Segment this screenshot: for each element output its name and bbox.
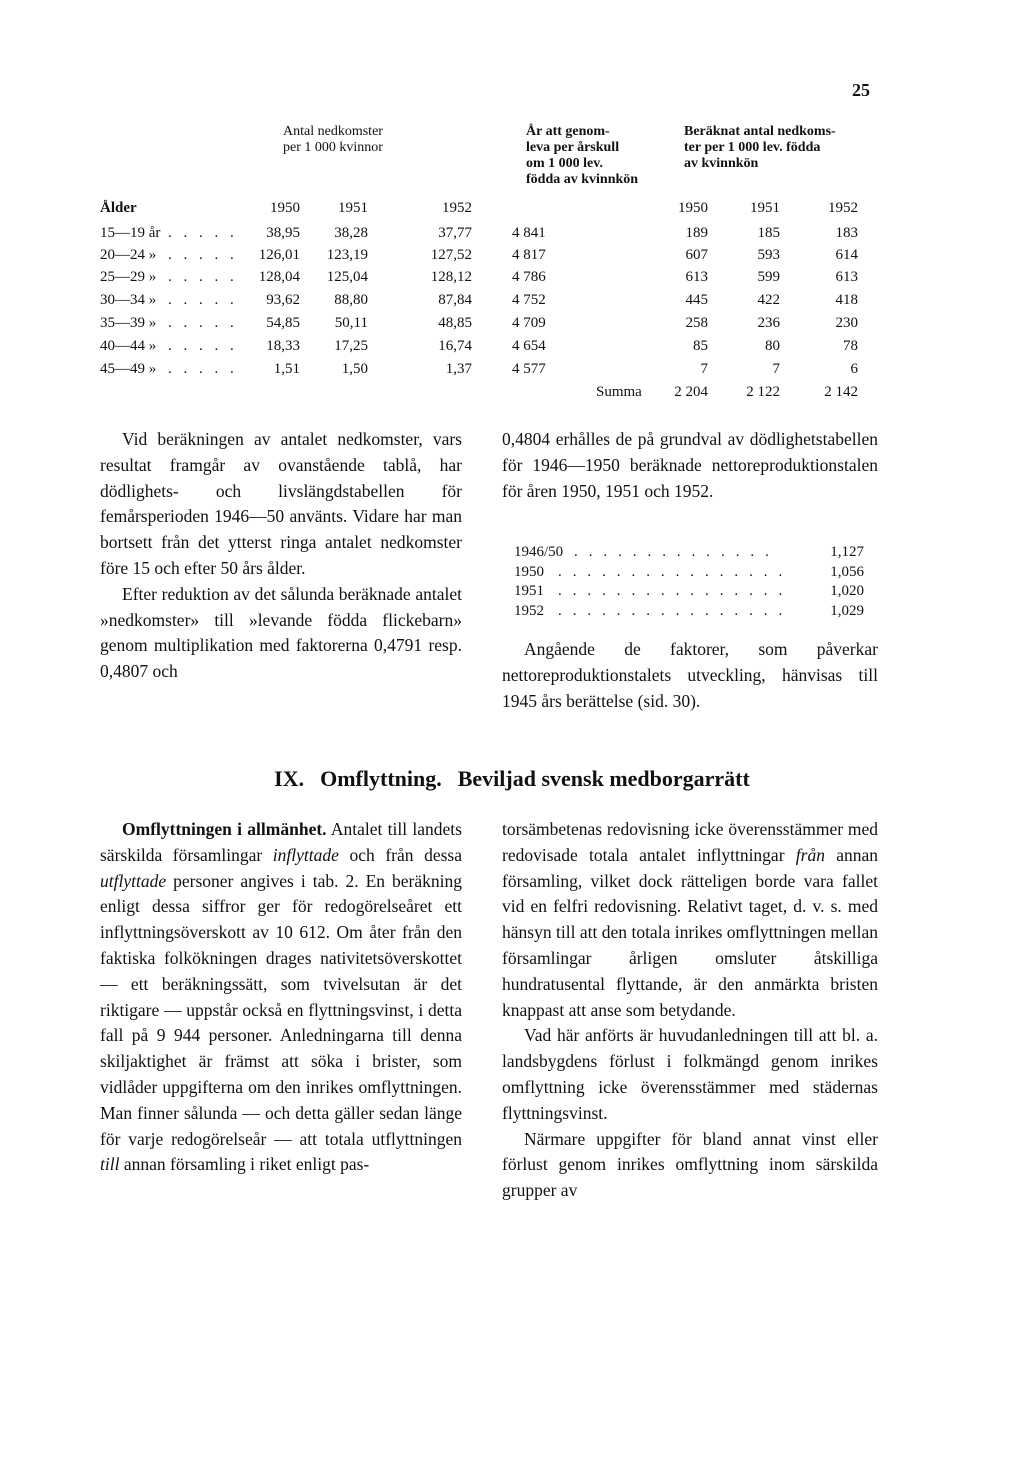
computed-1951-cell: 422	[757, 292, 780, 308]
age-cell: 25—29 »	[100, 269, 157, 285]
years-cell: 4 654	[512, 338, 546, 354]
chapter-heading	[0, 766, 1024, 792]
births-1950-cell: 126,01	[258, 247, 300, 263]
list-item: 1952 . . . . . . . . . . . . . . . . 1,029	[514, 602, 864, 619]
births-1950-cell: 1,51	[273, 361, 300, 377]
year-header: 1951	[750, 200, 780, 216]
computed-1951-cell: 236	[757, 315, 780, 331]
sum-label: Summa	[596, 384, 642, 400]
births-1950-cell: 93,62	[266, 292, 300, 308]
births-1951-cell: 88,80	[334, 292, 368, 308]
chapter-title-b: Beviljad svensk medborgarrätt	[457, 766, 750, 791]
computed-1950-cell: 7	[700, 361, 708, 377]
year-header: 1952	[442, 200, 472, 216]
computed-1951-cell: 593	[757, 247, 780, 263]
left-column-text	[100, 427, 462, 685]
paragraph: Angående de faktorer, som påverkar nettoreproduktionstalets utveckling, hänvisas till 1945 års berättelse (sid. 30).	[502, 639, 878, 711]
births-1951-cell: 125,04	[326, 269, 368, 285]
age-column-header: Ålder	[100, 200, 137, 216]
paragraph: Omflyttningen i allmänhet. Antalet till landets särskilda församlingar inflyttade och från dessa utflyttade personer angives i tab. 2. En beräkning enligt dessa siffror ger för redogörelseåret ett inflyttningsöverskott av 10 612. Om åter från den faktiska folkökningen drages nativitetsöverskottet — ett beräkningssätt, som tvivelsutan är det riktigare — uppstår också en flyttningsvinst, i detta fall på 9 944 personer. Anledningarna till denna skiljaktighet är främst att söka i brister, som vidlåder uppgifterna om den inrikes omflyttningen. Man finner sålunda — och detta gäller sedan länge för varje redogörelseår — att totala utflyttningen till annan församling i riket enligt pas-	[100, 819, 463, 1175]
left-column-section-text	[100, 817, 462, 1178]
years-cell: 4 577	[512, 361, 546, 377]
births-1951-cell: 17,25	[334, 338, 368, 354]
computed-1951-cell: 599	[757, 269, 780, 285]
years-cell: 4 841	[512, 225, 546, 241]
year-header: 1951	[338, 200, 368, 216]
table-row: 15—19 år . . . . . 38,95 38,28 37,77 4 841 189 185 183	[100, 225, 858, 241]
paragraph: Vad här anförts är huvudanledningen till att bl. a. landsbygdens förlust i folkmängd genom inrikes omflyttning icke överensstämmer med städernas flyttningsvinst.	[502, 1025, 878, 1123]
table-row: 25—29 » . . . . . 128,04 125,04 128,12 4 786 613 599 613	[100, 269, 858, 285]
table-row: 20—24 » . . . . . 126,01 123,19 127,52 4 817 607 593 614	[100, 247, 858, 263]
table-header-years-to-live: År att genom- leva per årskull om 1 000 lev. födda av kvinnkön	[526, 124, 639, 187]
page-number: 25	[852, 80, 870, 100]
table-sum-row	[0, 384, 1024, 406]
births-1950-cell: 128,04	[258, 269, 300, 285]
net-reproduction-table	[514, 543, 864, 621]
age-cell: 20—24 »	[100, 247, 157, 263]
computed-1950-cell: 189	[685, 225, 708, 241]
computed-1950-cell: 607	[685, 247, 708, 263]
paragraph: Vid beräkningen av antalet nedkomster, vars resultat framgår av ovanstående tablå, har dödlighets- och livslängdstabellen för femårsperioden 1946—50 använts. Vidare har man bortsett från det ytterst ringa antalet nedkomster före 15 och efter 50 års ålder.	[100, 429, 462, 578]
list-item: 1951 . . . . . . . . . . . . . . . . 1,020	[514, 583, 864, 599]
right-column-text-2	[502, 637, 878, 714]
paragraph: torsämbetenas redovisning icke överensstämmer med redovisade totala antalet inflyttningar från annan församling, vilket dock rätteligen borde vara fallet vid en felfri redovisning. Relativt taget, d. v. s. med hänsyn till att den totala inrikes omflyttningen mellan församlingar årligen omsluter åtskilliga hundratusental flyttande, är den anmärkta bristen knappast att anse som betydande.	[502, 819, 879, 1020]
births-1951-cell: 38,28	[334, 225, 368, 241]
births-1952-cell: 1,37	[445, 361, 472, 377]
right-column-section-text	[502, 817, 878, 1204]
births-1952-cell: 37,77	[438, 225, 472, 241]
computed-1952-cell: 230	[835, 315, 858, 331]
computed-1950-cell: 613	[685, 269, 708, 285]
computed-1951-cell: 185	[757, 225, 780, 241]
table-row: 35—39 » . . . . . 54,85 50,11 48,85 4 709 258 236 230	[100, 315, 858, 331]
sum-1952-cell: 2 142	[824, 384, 858, 400]
births-1951-cell: 1,50	[341, 361, 368, 377]
years-cell: 4 786	[512, 269, 546, 285]
table-year-header-row	[0, 200, 1024, 222]
list-item: 1946/50 . . . . . . . . . . . . . . 1,127	[514, 544, 864, 560]
births-1950-cell: 18,33	[266, 338, 300, 354]
births-1952-cell: 128,12	[430, 269, 472, 285]
births-1952-cell: 87,84	[438, 292, 472, 308]
chapter-title-a: Omflyttning.	[320, 766, 442, 791]
section-heading: Omflyttningen i allmänhet.	[122, 819, 327, 839]
sum-1950-cell: 2 204	[674, 384, 708, 400]
year-header: 1950	[270, 200, 300, 216]
table-row: 40—44 » . . . . . 18,33 17,25 16,74 4 654 85 80 78	[100, 338, 858, 354]
years-cell: 4 752	[512, 292, 546, 308]
computed-1952-cell: 418	[835, 292, 858, 308]
computed-1952-cell: 614	[835, 247, 858, 263]
table-row: 45—49 » . . . . . 1,51 1,50 1,37 4 577 7 7 6	[100, 361, 858, 377]
age-cell: 40—44 »	[100, 338, 157, 354]
computed-1951-cell: 80	[765, 338, 780, 354]
age-cell: 30—34 »	[100, 292, 157, 308]
computed-1950-cell: 445	[685, 292, 708, 308]
paragraph: Närmare uppgifter för bland annat vinst eller förlust genom inrikes omflyttning inom särskilda grupper av	[502, 1128, 878, 1201]
sum-1951-cell: 2 122	[746, 384, 780, 400]
births-1951-cell: 50,11	[334, 315, 368, 331]
table-header-births: Antal nedkomster per 1 000 kvinnor	[283, 124, 383, 155]
births-1950-cell: 38,95	[266, 225, 300, 241]
chapter-number: IX.	[274, 766, 305, 791]
paragraph: 0,4804 erhålles de på grundval av dödlighetstabellen för 1946—1950 beräknade nettoreproduktionstalen för åren 1950, 1951 och 1952.	[502, 429, 878, 501]
paragraph: Efter reduktion av det sålunda beräknade antalet »nedkomster» till »levande födda flickebarn» genom multiplikation med faktorerna 0,4791 resp. 0,4807 och	[100, 583, 462, 682]
births-1951-cell: 123,19	[326, 247, 368, 263]
births-1950-cell: 54,85	[266, 315, 300, 331]
year-header: 1952	[828, 200, 858, 216]
right-column-text	[502, 427, 878, 504]
computed-1952-cell: 78	[843, 338, 858, 354]
computed-1951-cell: 7	[772, 361, 780, 377]
age-cell: 45—49 »	[100, 361, 157, 377]
computed-1950-cell: 258	[685, 315, 708, 331]
age-cell: 35—39 »	[100, 315, 157, 331]
computed-1952-cell: 6	[850, 361, 858, 377]
table-header-computed: Beräknat antal nedkoms- ter per 1 000 lev. födda av kvinnkön	[684, 124, 836, 171]
computed-1952-cell: 613	[835, 269, 858, 285]
age-cell: 15—19 år	[100, 225, 161, 241]
table-row: 30—34 » . . . . . 93,62 88,80 87,84 4 752 445 422 418	[100, 292, 858, 308]
years-cell: 4 709	[512, 315, 546, 331]
years-cell: 4 817	[512, 247, 546, 263]
year-header: 1950	[678, 200, 708, 216]
births-1952-cell: 48,85	[438, 315, 472, 331]
computed-1950-cell: 85	[693, 338, 708, 354]
births-1952-cell: 16,74	[438, 338, 472, 354]
computed-1952-cell: 183	[835, 225, 858, 241]
births-1952-cell: 127,52	[430, 247, 472, 263]
list-item: 1950 . . . . . . . . . . . . . . . . 1,056	[514, 563, 864, 580]
